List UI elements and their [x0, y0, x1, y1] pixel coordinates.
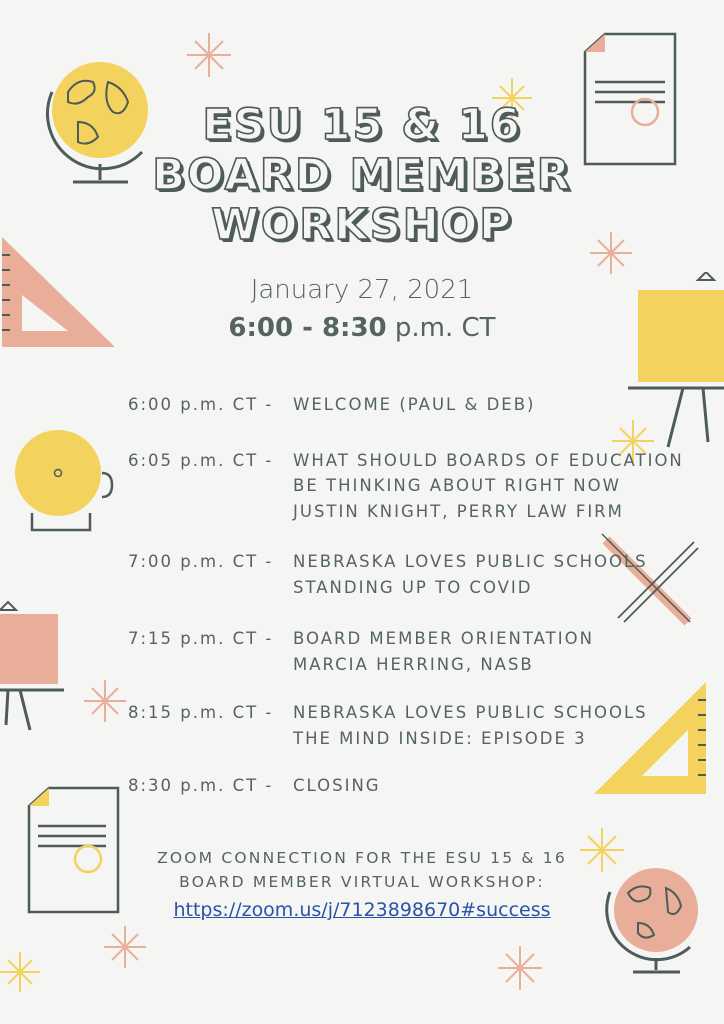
pencil-icon: [598, 530, 702, 630]
bell-icon: [10, 428, 120, 538]
event-date: January 27, 2021: [250, 275, 474, 305]
title-line-3: WORKSHOP: [211, 200, 513, 250]
agenda-item: NEBRASKA LOVES PUBLIC SCHOOLS: [293, 703, 648, 722]
easel-icon: [0, 600, 70, 735]
event-time-range: 6:00 - 8:30: [228, 313, 387, 343]
zoom-info: [0, 846, 724, 894]
event-time-suffix: p.m. CT: [394, 313, 496, 343]
agenda-item: MARCIA HERRING, NASB: [293, 655, 534, 674]
agenda-item: STANDING UP TO COVID: [293, 578, 533, 597]
page-title: [0, 100, 724, 250]
sparkle-icon: [104, 926, 146, 968]
agenda-time: 7:15 p.m. CT -: [128, 629, 274, 648]
sparkle-icon: [187, 33, 231, 77]
sparkle-icon: [498, 946, 542, 990]
title-line-2: BOARD MEMBER: [152, 150, 572, 200]
sparkle-icon: [84, 680, 126, 722]
agenda-item: WHAT SHOULD BOARDS OF EDUCATION: [293, 451, 684, 470]
sparkle-icon: [0, 952, 40, 992]
agenda-item: BOARD MEMBER ORIENTATION: [293, 629, 594, 648]
agenda-item: BE THINKING ABOUT RIGHT NOW: [293, 476, 621, 495]
agenda-time: 6:00 p.m. CT -: [128, 395, 274, 414]
zoom-link[interactable]: https://zoom.us/j/7123898670#success: [173, 899, 551, 921]
zoom-line-1: ZOOM CONNECTION FOR THE ESU 15 & 16: [157, 849, 567, 867]
agenda-item: NEBRASKA LOVES PUBLIC SCHOOLS: [293, 552, 648, 571]
agenda-time: 7:00 p.m. CT -: [128, 552, 274, 571]
agenda-time: 6:05 p.m. CT -: [128, 451, 274, 470]
zoom-line-2: BOARD MEMBER VIRTUAL WORKSHOP:: [179, 873, 545, 891]
event-time: [0, 313, 724, 343]
agenda-time: 8:30 p.m. CT -: [128, 776, 274, 795]
agenda-time: 8:15 p.m. CT -: [128, 703, 274, 722]
agenda-item: WELCOME (PAUL & DEB): [293, 395, 536, 414]
title-line-1: ESU 15 & 16: [202, 100, 522, 150]
agenda-item: JUSTIN KNIGHT, PERRY LAW FIRM: [293, 502, 624, 521]
agenda-item: CLOSING: [293, 776, 381, 795]
set-square-icon: [592, 680, 710, 796]
agenda-item: THE MIND INSIDE: EPISODE 3: [293, 729, 587, 748]
